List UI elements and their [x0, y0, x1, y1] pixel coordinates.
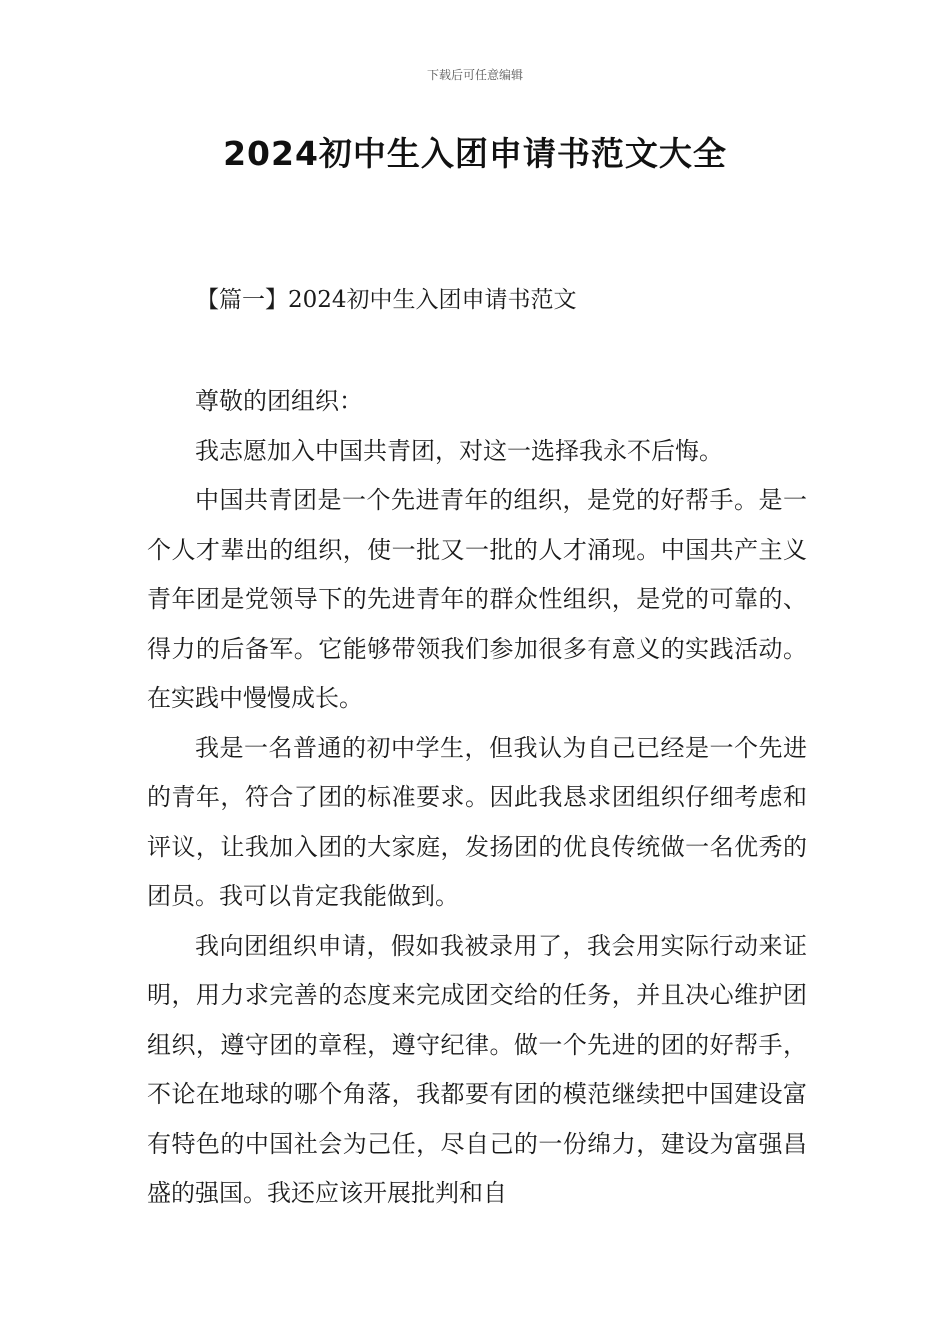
page-title: 2024初中生入团申请书范文大全	[223, 134, 727, 173]
paragraph: 我是一名普通的初中学生，但我认为自己已经是一个先进的青年，符合了团的标准要求。因此我恳求团组织仔细考虑和评议，让我加入团的大家庭，发扬团的优良传统做一名优秀的团员。我可以肯定我能做到。	[147, 733, 807, 910]
salutation: 尊敬的团组织：	[195, 387, 363, 415]
paragraph: 我向团组织申请，假如我被录用了，我会用实际行动来证明，用力求完善的态度来完成团交给的任务，并且决心维护团组织，遵守团的章程，遵守纪律。做一个先进的团的好帮手，不论在地球的哪个角落，我都要有团的模范继续把中国建设富有特色的中国社会为己任，尽自己的一份绵力，建设为富强昌盛的强国。我还应该开展批判和自	[147, 931, 807, 1207]
section-heading: 【篇一】2024初中生入团申请书范文	[196, 287, 577, 313]
paragraph: 我志愿加入中国共青团，对这一选择我永不后悔。	[195, 436, 723, 465]
paragraph: 中国共青团是一个先进青年的组织，是党的好帮手。是一个人才辈出的组织，使一批又一批的人才涌现。中国共产主义青年团是党领导下的先进青年的群众性组织，是党的可靠的、得力的后备军。它能够带领我们参加很多有意义的实践活动。在实践中慢慢成长。	[147, 486, 807, 712]
header-note: 下载后可任意编辑	[426, 68, 523, 82]
document-body	[147, 377, 807, 1219]
